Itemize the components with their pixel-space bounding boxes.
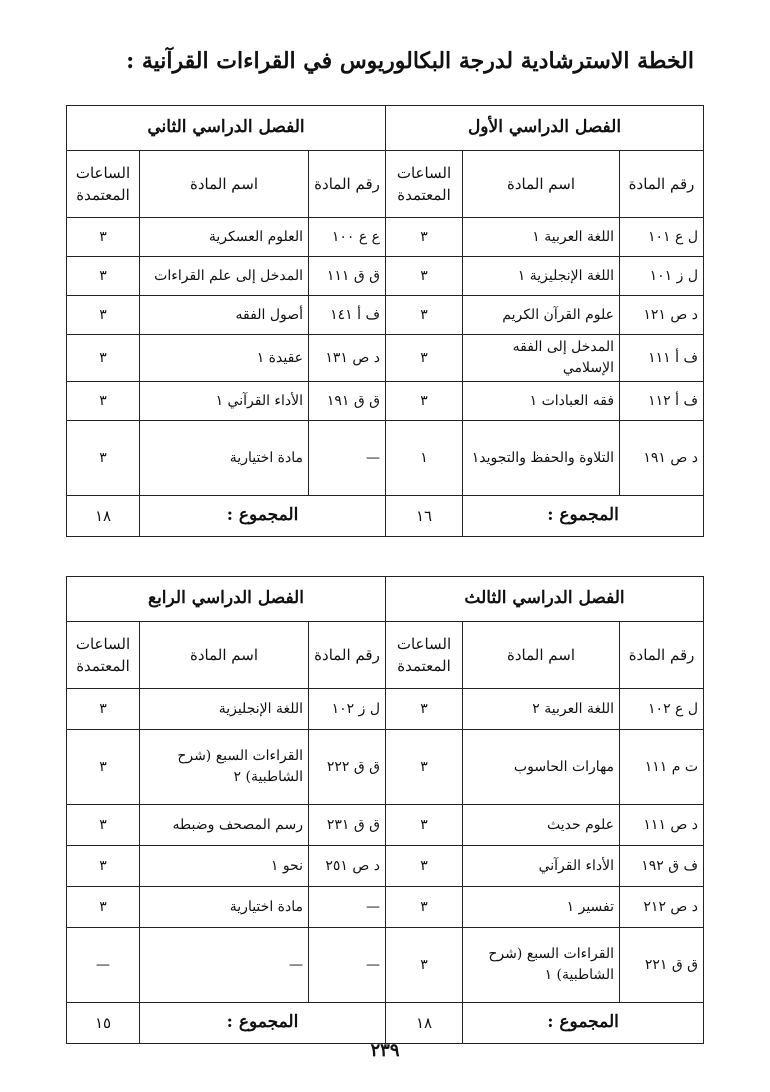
course-name: المدخل إلى الفقه الإسلامي (463, 335, 620, 382)
table-row (67, 846, 704, 887)
course-name-header: اسم المادة (463, 622, 620, 689)
credit-hours: — (67, 928, 140, 1003)
course-code-header: رقم المادة (309, 622, 386, 689)
course-code: د ص ٢٥١ (309, 846, 386, 887)
credit-hours: ٣ (67, 846, 140, 887)
page-title: الخطة الاسترشادية لدرجة البكالوريوس في القراءات القرآنية : (126, 48, 694, 74)
total-label: المجموع : (463, 496, 704, 537)
table-row (67, 218, 704, 257)
credit-hours: ٣ (386, 218, 463, 257)
credit-hours-header: الساعات المعتمدة (67, 622, 140, 689)
course-code: ف أ ١١١ (620, 335, 704, 382)
course-name: القراءات السبع (شرح الشاطبية) ٢ (140, 730, 309, 805)
credit-hours: ٣ (67, 730, 140, 805)
course-name-header: اسم المادة (140, 151, 309, 218)
credit-hours: ٣ (386, 730, 463, 805)
credit-hours: ٣ (67, 218, 140, 257)
total-row (67, 1003, 704, 1044)
study-plan-table-year-2 (66, 576, 704, 1044)
credit-hours: ٣ (386, 846, 463, 887)
credit-hours-header: الساعات المعتمدة (386, 151, 463, 218)
course-code: ق ق ٢٢٢ (309, 730, 386, 805)
credit-hours: ٣ (386, 257, 463, 296)
table-row (67, 730, 704, 805)
course-code-header: رقم المادة (309, 151, 386, 218)
column-header-row (67, 151, 704, 218)
table-row (67, 689, 704, 730)
course-code: ل ع ١٠١ (620, 218, 704, 257)
page-number: ٢٣٩ (370, 1040, 400, 1061)
table-row (67, 421, 704, 496)
table-row (67, 805, 704, 846)
course-code: — (309, 928, 386, 1003)
credit-hours: ٣ (67, 421, 140, 496)
credit-hours: ٣ (67, 257, 140, 296)
course-name-header: اسم المادة (463, 151, 620, 218)
course-name: التلاوة والحفظ والتجويد١ (463, 421, 620, 496)
table-row (67, 928, 704, 1003)
credit-hours: ٣ (67, 805, 140, 846)
table-row (67, 887, 704, 928)
course-name: رسم المصحف وضبطه (140, 805, 309, 846)
course-code: ق ق ٢٣١ (309, 805, 386, 846)
course-code: ع ع ١٠٠ (309, 218, 386, 257)
course-name: مادة اختيارية (140, 421, 309, 496)
table-row (67, 257, 704, 296)
course-code: ل ز ١٠١ (620, 257, 704, 296)
column-header-row (67, 622, 704, 689)
table-row (67, 335, 704, 382)
credit-hours-header: الساعات المعتمدة (67, 151, 140, 218)
semester-title-left: الفصل الدراسي الرابع (67, 577, 386, 622)
credit-hours: ٣ (67, 335, 140, 382)
course-code-header: رقم المادة (620, 151, 704, 218)
course-name: المدخل إلى علم القراءات (140, 257, 309, 296)
course-code: د ص ٢١٢ (620, 887, 704, 928)
course-code: ل ز ١٠٢ (309, 689, 386, 730)
course-name: اللغة الإنجليزية (140, 689, 309, 730)
course-code: ف أ ١١٢ (620, 382, 704, 421)
course-name: أصول الفقه (140, 296, 309, 335)
total-row (67, 496, 704, 537)
credit-hours: ٣ (386, 296, 463, 335)
credit-hours: ٣ (386, 887, 463, 928)
course-name: العلوم العسكرية (140, 218, 309, 257)
course-code: د ص ١١١ (620, 805, 704, 846)
course-code: د ص ١٣١ (309, 335, 386, 382)
total-hours: ١٥ (67, 1003, 140, 1044)
course-code: ق ق ١٩١ (309, 382, 386, 421)
credit-hours: ٣ (386, 805, 463, 846)
course-name: علوم القرآن الكريم (463, 296, 620, 335)
course-name: علوم حديث (463, 805, 620, 846)
course-name-header: اسم المادة (140, 622, 309, 689)
semester-title-row (67, 106, 704, 151)
course-name: مادة اختيارية (140, 887, 309, 928)
course-name: اللغة الإنجليزية ١ (463, 257, 620, 296)
course-code: ت م ١١١ (620, 730, 704, 805)
semester-title-right: الفصل الدراسي الأول (386, 106, 704, 151)
credit-hours: ٣ (386, 382, 463, 421)
course-name: الأداء القرآني ١ (140, 382, 309, 421)
course-name: — (140, 928, 309, 1003)
total-hours: ١٦ (386, 496, 463, 537)
course-name: اللغة العربية ٢ (463, 689, 620, 730)
course-code: — (309, 421, 386, 496)
course-name: مهارات الحاسوب (463, 730, 620, 805)
credit-hours-header: الساعات المعتمدة (386, 622, 463, 689)
course-code: ف أ ١٤١ (309, 296, 386, 335)
credit-hours: ٣ (67, 887, 140, 928)
credit-hours: ٣ (67, 382, 140, 421)
credit-hours: ٣ (386, 689, 463, 730)
table-row (67, 382, 704, 421)
course-code: ق ق ١١١ (309, 257, 386, 296)
course-code: ف ق ١٩٢ (620, 846, 704, 887)
course-name: تفسير ١ (463, 887, 620, 928)
course-name: نحو ١ (140, 846, 309, 887)
course-name: القراءات السبع (شرح الشاطبية) ١ (463, 928, 620, 1003)
credit-hours: ٣ (386, 928, 463, 1003)
course-code: — (309, 887, 386, 928)
course-code: ل ع ١٠٢ (620, 689, 704, 730)
course-name: الأداء القرآني (463, 846, 620, 887)
credit-hours: ٣ (67, 296, 140, 335)
semester-title-right: الفصل الدراسي الثالث (386, 577, 704, 622)
credit-hours: ٣ (67, 689, 140, 730)
course-name: اللغة العربية ١ (463, 218, 620, 257)
semester-title-left: الفصل الدراسي الثاني (67, 106, 386, 151)
course-name: فقه العبادات ١ (463, 382, 620, 421)
total-label: المجموع : (463, 1003, 704, 1044)
total-hours: ١٨ (386, 1003, 463, 1044)
course-code: ق ق ٢٢١ (620, 928, 704, 1003)
table-row (67, 296, 704, 335)
study-plan-table-year-1 (66, 105, 704, 537)
course-code: د ص ١٩١ (620, 421, 704, 496)
semester-title-row (67, 577, 704, 622)
total-hours: ١٨ (67, 496, 140, 537)
course-name: عقيدة ١ (140, 335, 309, 382)
total-label: المجموع : (140, 1003, 386, 1044)
credit-hours: ٣ (386, 335, 463, 382)
course-code-header: رقم المادة (620, 622, 704, 689)
credit-hours: ١ (386, 421, 463, 496)
total-label: المجموع : (140, 496, 386, 537)
course-code: د ص ١٢١ (620, 296, 704, 335)
